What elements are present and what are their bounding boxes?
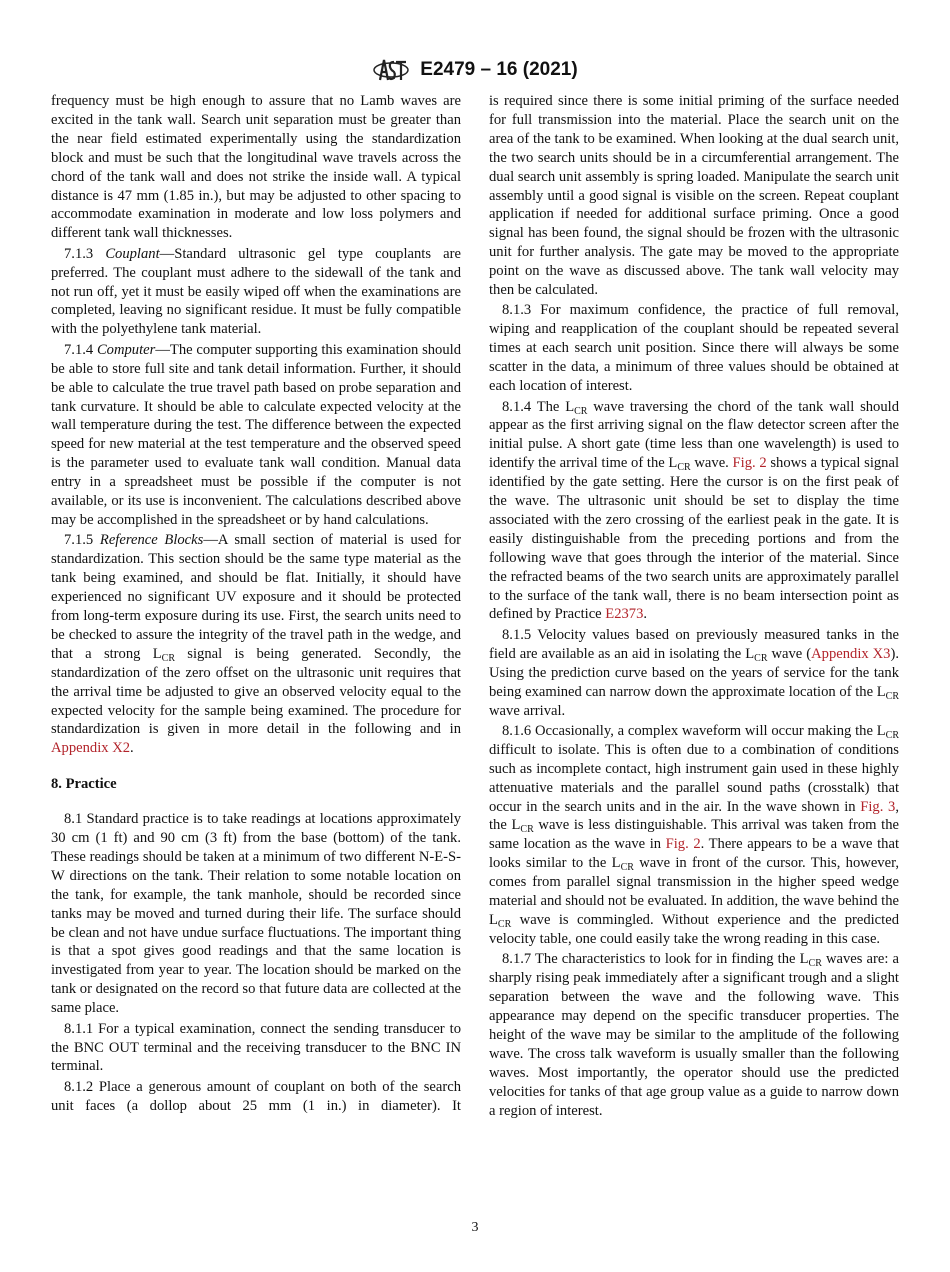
text: wave is commingled. Without experience and the predicted velocity table, one could easily take the wrong reading in this case. (489, 911, 899, 947)
text: 8.1 Standard practice is to take readings at locations approximately 30 cm (1 ft) and 90 cm (3 ft) from the base (bottom) of the tank. These readings should be taken at a minimum of two different N-E-S-W directions on the tank. Their relation to some notable location on the tank, for example, the tank manhole, should be recorded since tanks may be moved and turned during their life. The surface should be clean and not have undue surface fluctuations. The important thing is that a spot gives good readings and that the same location is investigated from year to year. The location should be marked on the tank or designated on the record so that future data are collected at the same place. (51, 811, 461, 1017)
text: wave ( (767, 645, 812, 662)
cross-reference-link[interactable]: Fig. 2 (732, 455, 767, 472)
paragraph-title: Computer (96, 341, 156, 358)
subscript: CR (497, 918, 512, 930)
text: —The computer supporting this examination should be able to store full site and tank detail information. Further, it should be able to calculate the true travel path based on probe separation and tank curvature. It should be able to calculate expected velocity at the wall temperature during the test. The difference between the expected speed for new material at the test temperature and the observed speed is the parameter used to evaluate tank wall condition. Manual data entry in a spreadsheet must be possible if the computer is not available, or its use is inconvenient. The calculations described above may be accomplished in the spreadsheet or by hand calculations. (51, 341, 461, 528)
text: 7.1.4 (64, 341, 97, 358)
cross-reference-link[interactable]: Fig. 3 (860, 798, 896, 815)
cross-reference-link[interactable]: Appendix X2 (51, 740, 131, 757)
text: 8.1.6 Occasionally, a complex waveform will occur making the L (502, 722, 886, 739)
subscript: CR (520, 824, 534, 836)
cross-reference-link[interactable]: Fig. 2 (665, 836, 701, 853)
paragraph (51, 245, 461, 340)
paragraph (489, 722, 899, 949)
standard-designation: E2479 – 16 (2021) (420, 59, 578, 80)
subscript: CR (574, 405, 588, 417)
text: waves are: a sharply rising peak immediately after a significant trough and a slight separation between the wave and the following wave. This appearance may depend on the specific transducer properties. The height of the wave may be similar to the amplitude of the following wave. The cross talk waveform is usually smaller than the following waves. Most importantly, the operator should use the predicted velocities for tanks of that age group value as a guide to narrow down a region of interest. (489, 951, 899, 1119)
text: 7.1.3 (64, 245, 106, 262)
subscript: CR (885, 690, 899, 702)
paragraph-title: Reference Blocks (99, 532, 204, 549)
paragraph (51, 341, 461, 530)
text: —Standard ultrasonic gel type couplants are preferred. The couplant must adhere to the sidewall of the tank and not run off, yet it must be easily wiped off when the examinations are completed, leaving no significant residue. It must be fully compatible with the polyethylene tank material. (51, 245, 461, 338)
cross-reference-link[interactable]: Appendix X3 (811, 645, 891, 662)
subscript: CR (885, 729, 899, 741)
paragraph (51, 1078, 461, 1116)
text: 8.1.2 Place a generous amount of couplant on both of the search unit faces (a dollop about 25 mm (1 in.) in diameter). It (51, 1078, 461, 1114)
text: wave traversing the chord of the tank wall should appear as the first arriving signal on the flaw detector screen after the initial pulse. A short gate (time less than one wavelength) is used to identify the arrival time of the L (489, 398, 899, 472)
text: , the L (489, 798, 899, 834)
astm-logo-icon (372, 56, 410, 84)
text: difficult to isolate. This is often due to a combination of conditions such as incomplete contact, high instrument gain used in these highly attenuative materials and the parallel sound paths (crosstalk) that occur in the search units and in the air. In the wave shown in (489, 741, 899, 815)
paragraph (489, 301, 899, 396)
paragraph (489, 398, 899, 625)
text: 8.1.1 For a typical examination, connect the sending transducer to the BNC OUT terminal and the receiving transducer to the BNC IN terminal. (51, 1020, 461, 1075)
right-column (489, 92, 899, 1122)
text: ). Using the prediction curve based on the years of service for the tank being examined can narrow down the approximate location of the L (489, 645, 899, 700)
text: shows a typical signal identified by the gate setting. Here the cursor is on the first peak of the wave. The ultrasonic unit should be set to display the time associated with the zero crossing of the earliest peak in the gate. It is easily distinguishable from the preceding portions and from the following wave that goes through the interior of the material. Since the refracted beams of the two search units are approximately parallel to the surface of the tank wall, there is no beam intersection point as defined by Practice (489, 455, 899, 623)
text: —A small section of material is used for standardization. This section should be the same type material as the tank being examined, and should be flat. Initially, it should have experienced no significant UV exposure and it should be protected from long-term exposure during its use. First, the search units need to be checked to assure the integrity of the travel path in the wedge, and that a strong L (51, 532, 461, 662)
text: 8.1.7 The characteristics to look for in finding the L (502, 951, 809, 968)
paragraph (51, 92, 461, 243)
left-column (51, 92, 461, 1117)
text: wave in front of the cursor. This, however, comes from parallel signal transmission in the higher speed wedge material and should not be evaluated. In addition, the wave behind the L (489, 855, 899, 928)
cross-reference-link[interactable]: E2373 (605, 606, 644, 623)
text: 7.1.5 (64, 532, 100, 549)
paragraph (51, 1020, 461, 1077)
paragraph (51, 810, 461, 1018)
paragraph (489, 626, 899, 721)
subscript: CR (620, 862, 634, 874)
paragraph (489, 950, 899, 1120)
paragraph-title: Couplant (105, 245, 160, 262)
text: 8.1.5 Velocity values based on previously measured tanks in the field are available as an aid in isolating the L (489, 626, 899, 662)
text: is required since there is some initial priming of the surface needed for full transmission into the material. Place the search unit on the area of the tank to be examined. When looking at the dual search unit, the two search units should be in a circumferential arrangement. The dual search unit assembly is spring loaded. Manipulate the search unit assembly until a good signal is visible on the screen. Repeat couplant application if needed for additional surface priming. Once a good signal has been found, the signal should be frozen with the ultrasonic unit for further analysis. The gate may be moved to the appropriate point on the wave as discussed above. The tank wall velocity may then be calculated. (489, 93, 899, 299)
page-header (0, 56, 950, 84)
page-number: 3 (471, 1220, 479, 1235)
subscript: CR (808, 958, 822, 970)
text: signal is being generated. Secondly, the standardization of the zero offset on the ultrasonic unit requires that the arrival time be adjusted to give an observed velocity equal to the expected velocity for the sample being examined. The procedure for standardization is given in more detail in the following and in (51, 645, 461, 738)
text: . (643, 606, 648, 623)
text: . There appears to be a wave that looks similar to the L (489, 836, 899, 872)
paragraph (489, 92, 899, 300)
text: . (130, 740, 134, 757)
text: wave. (690, 455, 733, 472)
subscript: CR (754, 652, 768, 664)
text: 8.1.3 For maximum confidence, the practice of full removal, wiping and reapplication of the couplant should be repeated several times at each search unit position. Since there will always be some scatter in the data, a minimum of three values should be obtained at each location of interest. (489, 302, 899, 395)
text: wave is less distinguishable. This arrival was taken from the same location as the wave in (489, 817, 899, 853)
subscript: CR (161, 652, 175, 664)
paragraph (51, 531, 461, 758)
section-heading: 8. Practice (51, 776, 117, 793)
text: frequency must be high enough to assure that no Lamb waves are excited in the tank wall. Search unit separation must be greater than the near field estimated experimentally using the standardization block and must be such that the longitudinal wave travels across the chord of the tank wall and does not strike the inside wall. A typical distance is 47 mm (1.85 in.), but may be adjusted to other spacing to accommodate examination in moderate and low loss polymers and different tank wall thicknesses. (51, 93, 461, 242)
text: 8.1.4 The L (502, 398, 575, 415)
subscript: CR (677, 462, 691, 474)
text: wave arrival. (489, 702, 566, 719)
